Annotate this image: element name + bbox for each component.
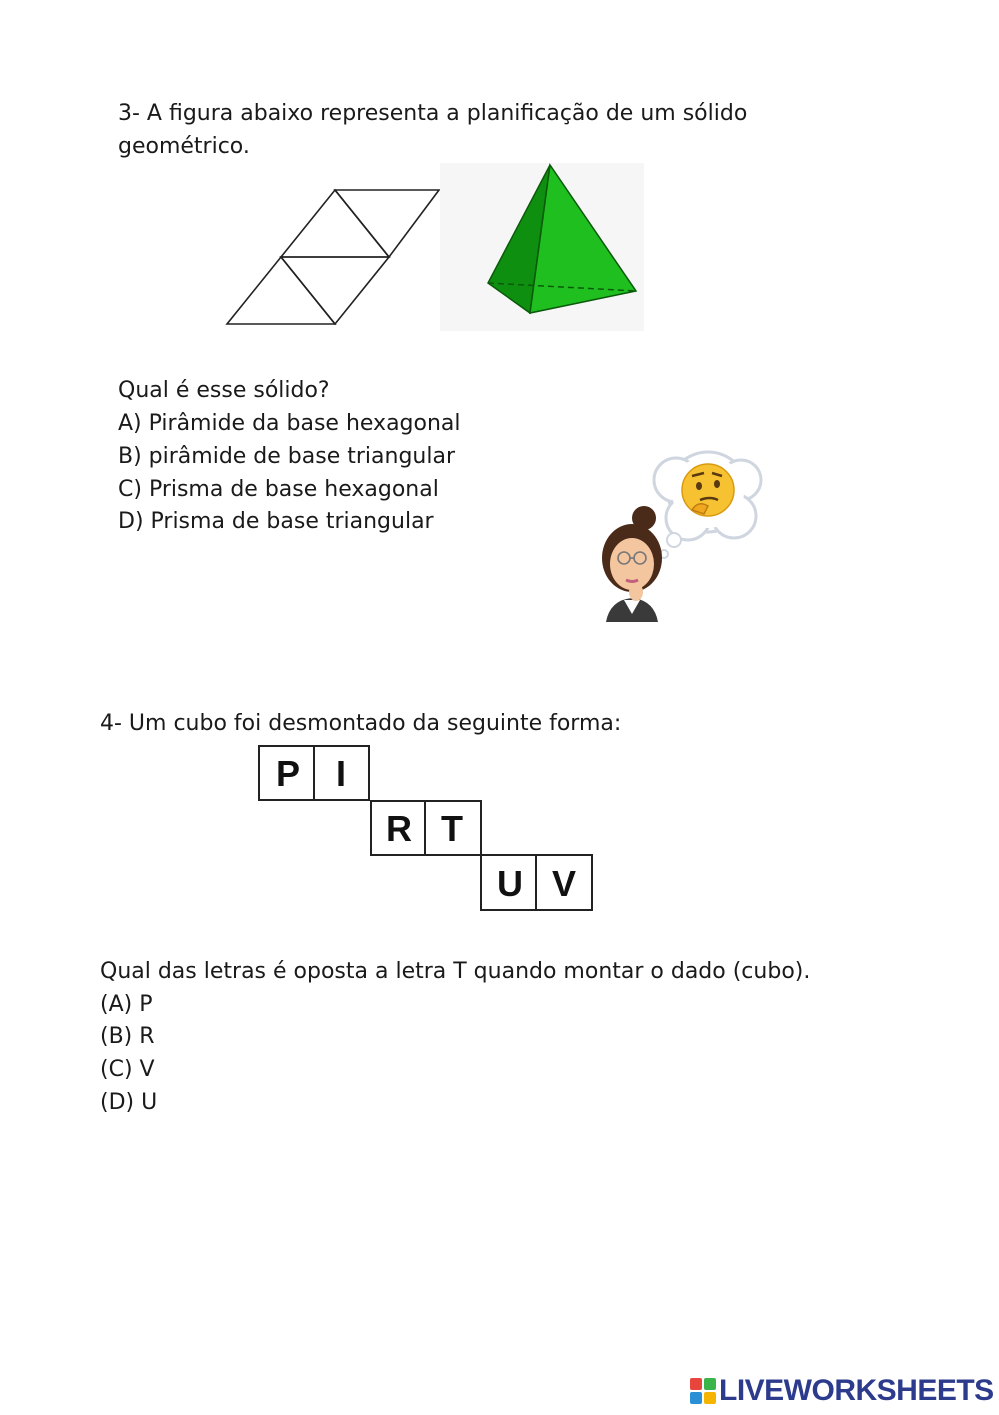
net-triangle-bottom-left [227,257,335,324]
question-4-question: Qual das letras é oposta a letra T quando montar o dado (cubo). [100,959,811,984]
question-3-prompt-line1: 3- A figura abaixo representa a planificação de um sólido [118,101,748,126]
question-3-option-d[interactable]: D) Prisma de base triangular [118,509,434,534]
net-letter-p: P [276,753,301,794]
pyramid-3d-image [440,163,644,331]
thinking-face-icon [682,464,734,516]
question-4-option-a[interactable]: (A) P [100,992,153,1017]
net-cell-r [370,800,426,856]
net-cell-v [535,854,593,911]
liveworksheets-logo-icon [690,1378,716,1404]
net-letter-v: V [552,863,577,904]
question-3-option-b[interactable]: B) pirâmide de base triangular [118,444,455,469]
question-3-prompt-line2: geométrico. [118,134,250,159]
net-letter-u: U [497,863,523,904]
woman-avatar [602,506,662,622]
thinking-person-illustration [596,440,766,622]
net-cell-t [424,800,482,856]
question-4-option-d[interactable]: (D) U [100,1090,158,1115]
question-3-option-a[interactable]: A) Pirâmide da base hexagonal [118,411,461,436]
net-letter-r: R [386,808,412,849]
net-triangle-top-right [335,190,439,257]
question-4-prompt: 4- Um cubo foi desmontado da seguinte forma: [100,711,622,736]
liveworksheets-logo-text: LIVEWORKSHEETS [719,1374,994,1407]
pyramid-net-figure [224,186,444,328]
question-4-option-c[interactable]: (C) V [100,1057,155,1082]
net-cell-p [258,745,315,801]
question-3-question: Qual é esse sólido? [118,378,330,403]
net-cell-i [313,745,370,801]
net-letter-i: I [336,753,347,794]
net-triangle-middle [281,257,389,324]
net-cell-u [480,854,537,911]
question-3-option-c[interactable]: C) Prisma de base hexagonal [118,477,439,502]
liveworksheets-logo [690,1374,994,1408]
net-triangle-top-left [281,190,389,257]
question-4-option-b[interactable]: (B) R [100,1024,155,1049]
net-letter-t: T [441,808,463,849]
